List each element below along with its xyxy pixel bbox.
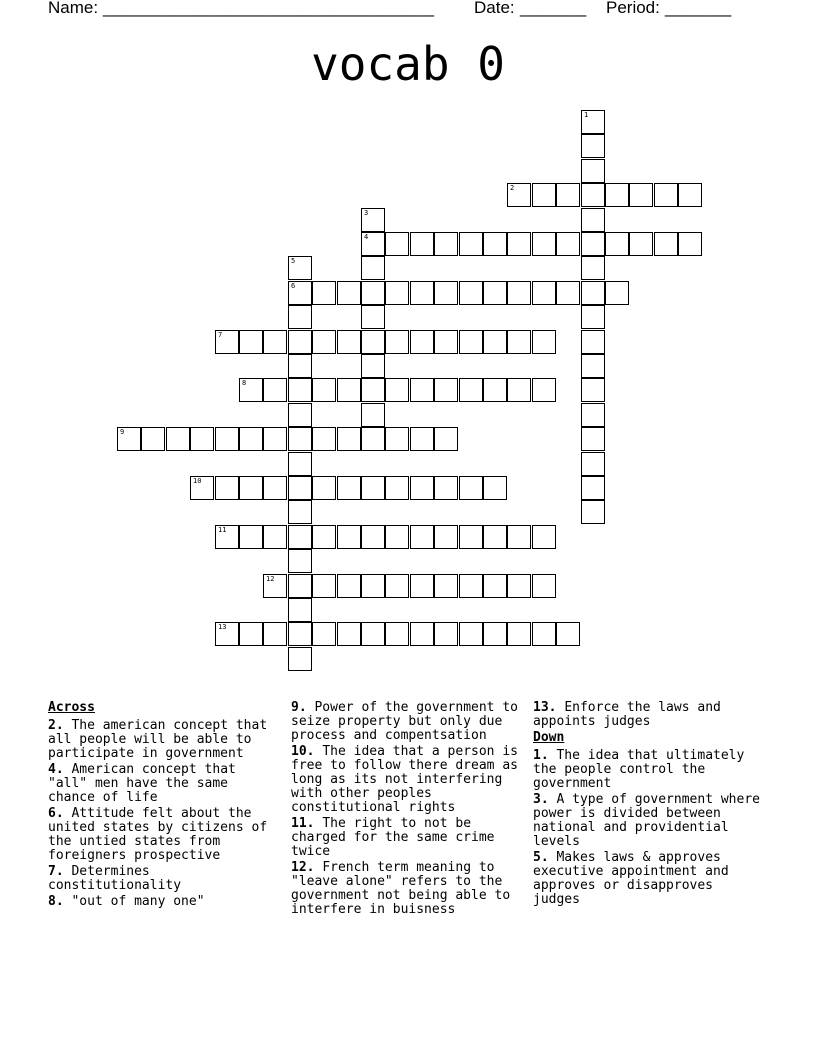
crossword-cell[interactable] bbox=[288, 525, 312, 549]
crossword-cell[interactable] bbox=[361, 305, 385, 329]
crossword-cell[interactable] bbox=[288, 549, 312, 573]
crossword-cell[interactable] bbox=[434, 574, 458, 598]
crossword-cell[interactable] bbox=[581, 232, 605, 256]
crossword-cell[interactable] bbox=[507, 378, 531, 402]
crossword-cell[interactable] bbox=[507, 232, 531, 256]
crossword-cell[interactable] bbox=[459, 574, 483, 598]
crossword-cell[interactable] bbox=[532, 232, 556, 256]
crossword-cell[interactable] bbox=[361, 281, 385, 305]
crossword-cell[interactable] bbox=[581, 256, 605, 280]
crossword-cell[interactable] bbox=[507, 574, 531, 598]
cell-number: 9 bbox=[120, 428, 125, 436]
crossword-cell[interactable] bbox=[678, 232, 702, 256]
crossword-cell[interactable] bbox=[239, 622, 263, 646]
crossword-cell[interactable] bbox=[288, 647, 312, 671]
crossword-cell[interactable] bbox=[507, 183, 531, 207]
clue-across-9: 9. Power of the government to seize property but only due process and compentsation bbox=[291, 700, 518, 743]
date-label: Date: bbox=[474, 0, 515, 17]
clue-across-7: 7. Determines constitutionality bbox=[48, 864, 182, 893]
crossword-cell[interactable] bbox=[581, 208, 605, 232]
period-line: _______ bbox=[665, 0, 732, 17]
crossword-cell[interactable] bbox=[581, 378, 605, 402]
crossword-cell[interactable] bbox=[605, 183, 629, 207]
crossword-cell[interactable] bbox=[288, 330, 312, 354]
crossword-cell[interactable] bbox=[337, 378, 361, 402]
name-line: ___________________________________ bbox=[103, 0, 434, 17]
crossword-cell[interactable] bbox=[434, 378, 458, 402]
crossword-cell[interactable] bbox=[605, 232, 629, 256]
clue-across-10: 10. The idea that a person is free to follow there dream as long as its not interfering with other peoples constitutional rights bbox=[291, 744, 518, 815]
crossword-cell[interactable] bbox=[288, 281, 312, 305]
crossword-cell[interactable] bbox=[459, 378, 483, 402]
crossword-cell[interactable] bbox=[337, 476, 361, 500]
crossword-cell[interactable] bbox=[361, 378, 385, 402]
crossword-cell[interactable] bbox=[410, 622, 434, 646]
crossword-cell[interactable] bbox=[434, 476, 458, 500]
crossword-cell[interactable] bbox=[263, 427, 287, 451]
clue-down-1: 1. The idea that ultimately the people control the government bbox=[533, 748, 745, 791]
cell-number: 3 bbox=[364, 209, 369, 217]
clue-across-6: 6. Attitude felt about the united states by citizens of the untied states from foreigners prospective bbox=[48, 806, 268, 863]
crossword-cell[interactable] bbox=[337, 281, 361, 305]
cell-number: 13 bbox=[218, 623, 227, 631]
crossword-cell[interactable] bbox=[288, 256, 312, 280]
crossword-cell[interactable] bbox=[532, 183, 556, 207]
crossword-cell[interactable] bbox=[288, 574, 312, 598]
cell-number: 11 bbox=[218, 526, 227, 534]
crossword-cell[interactable] bbox=[483, 378, 507, 402]
crossword-cell[interactable] bbox=[288, 403, 312, 427]
crossword-cell[interactable] bbox=[483, 622, 507, 646]
cell-number: 7 bbox=[218, 331, 223, 339]
crossword-cell[interactable] bbox=[337, 574, 361, 598]
crossword-cell[interactable] bbox=[605, 281, 629, 305]
crossword-cell[interactable] bbox=[239, 330, 263, 354]
crossword-cell[interactable] bbox=[215, 427, 239, 451]
crossword-cell[interactable] bbox=[532, 281, 556, 305]
crossword-cell[interactable] bbox=[312, 330, 336, 354]
crossword-cell[interactable] bbox=[361, 403, 385, 427]
crossword-cell[interactable] bbox=[581, 354, 605, 378]
crossword-cell[interactable] bbox=[434, 622, 458, 646]
crossword-cell[interactable] bbox=[361, 330, 385, 354]
crossword-cell[interactable] bbox=[459, 232, 483, 256]
crossword-cell[interactable] bbox=[385, 281, 409, 305]
crossword-cell[interactable] bbox=[581, 305, 605, 329]
crossword-cell[interactable] bbox=[288, 354, 312, 378]
crossword-cell[interactable] bbox=[678, 183, 702, 207]
crossword-cell[interactable] bbox=[410, 476, 434, 500]
crossword-cell[interactable] bbox=[361, 232, 385, 256]
date-line: _______ bbox=[520, 0, 587, 17]
crossword-cell[interactable] bbox=[385, 525, 409, 549]
crossword-cell[interactable] bbox=[312, 574, 336, 598]
crossword-cell[interactable] bbox=[434, 427, 458, 451]
crossword-cell[interactable] bbox=[507, 622, 531, 646]
crossword-cell[interactable] bbox=[532, 330, 556, 354]
crossword-cell[interactable] bbox=[410, 427, 434, 451]
crossword-cell[interactable] bbox=[556, 281, 580, 305]
crossword-cell[interactable] bbox=[459, 622, 483, 646]
crossword-cell[interactable] bbox=[263, 622, 287, 646]
crossword-cell[interactable] bbox=[629, 183, 653, 207]
crossword-cell[interactable] bbox=[410, 330, 434, 354]
crossword-cell[interactable] bbox=[532, 574, 556, 598]
cell-number: 10 bbox=[193, 477, 202, 485]
cell-number: 8 bbox=[242, 379, 247, 387]
cell-number: 5 bbox=[291, 257, 296, 265]
crossword-cell[interactable] bbox=[263, 378, 287, 402]
crossword-cell[interactable] bbox=[507, 330, 531, 354]
crossword-cell[interactable] bbox=[459, 281, 483, 305]
crossword-cell[interactable] bbox=[385, 330, 409, 354]
crossword-cell[interactable] bbox=[459, 476, 483, 500]
crossword-cell[interactable] bbox=[483, 525, 507, 549]
crossword-cell[interactable] bbox=[581, 427, 605, 451]
crossword-cell[interactable] bbox=[263, 476, 287, 500]
crossword-cell[interactable] bbox=[361, 525, 385, 549]
crossword-cell[interactable] bbox=[166, 427, 190, 451]
clue-across-4: 4. American concept that "all" men have the same chance of life bbox=[48, 762, 236, 805]
crossword-cell[interactable] bbox=[312, 427, 336, 451]
clue-down-5: 5. Makes laws & approves executive appointment and approves or disapproves judges bbox=[533, 850, 729, 907]
crossword-cell[interactable] bbox=[410, 574, 434, 598]
crossword-cell[interactable] bbox=[410, 232, 434, 256]
crossword-cell[interactable] bbox=[581, 183, 605, 207]
crossword-cell[interactable] bbox=[361, 354, 385, 378]
cell-number: 6 bbox=[291, 282, 296, 290]
down-heading: Down bbox=[533, 730, 565, 745]
crossword-cell[interactable] bbox=[361, 427, 385, 451]
crossword-cell[interactable] bbox=[215, 622, 239, 646]
crossword-cell[interactable] bbox=[361, 476, 385, 500]
crossword-cell[interactable] bbox=[215, 525, 239, 549]
crossword-cell[interactable] bbox=[312, 622, 336, 646]
crossword-cell[interactable] bbox=[654, 183, 678, 207]
crossword-cell[interactable] bbox=[532, 525, 556, 549]
crossword-cell[interactable] bbox=[141, 427, 165, 451]
crossword-cell[interactable] bbox=[239, 525, 263, 549]
clue-across-12: 12. French term meaning to "leave alone" refers to the government not being able to interfere in buisness bbox=[291, 860, 511, 917]
crossword-cell[interactable] bbox=[434, 330, 458, 354]
crossword-cell[interactable] bbox=[263, 330, 287, 354]
crossword-cell[interactable] bbox=[483, 476, 507, 500]
cell-number: 1 bbox=[584, 111, 589, 119]
cell-number: 2 bbox=[510, 184, 515, 192]
crossword-cell[interactable] bbox=[337, 427, 361, 451]
crossword-cell[interactable] bbox=[361, 574, 385, 598]
crossword-cell[interactable] bbox=[239, 476, 263, 500]
crossword-cell[interactable] bbox=[312, 525, 336, 549]
crossword-cell[interactable] bbox=[385, 427, 409, 451]
crossword-cell[interactable] bbox=[288, 305, 312, 329]
crossword-cell[interactable] bbox=[459, 525, 483, 549]
crossword-cell[interactable] bbox=[117, 427, 141, 451]
crossword-cell[interactable] bbox=[581, 452, 605, 476]
crossword-cell[interactable] bbox=[532, 378, 556, 402]
crossword-cell[interactable] bbox=[312, 476, 336, 500]
crossword-cell[interactable] bbox=[410, 525, 434, 549]
crossword-cell[interactable] bbox=[288, 378, 312, 402]
crossword-cell[interactable] bbox=[288, 476, 312, 500]
clue-across-8: 8. "out of many one" bbox=[48, 894, 205, 909]
crossword-cell[interactable] bbox=[263, 574, 287, 598]
crossword-cell[interactable] bbox=[385, 476, 409, 500]
crossword-cell[interactable] bbox=[581, 159, 605, 183]
clue-across-13: 13. Enforce the laws and appoints judges bbox=[533, 700, 721, 729]
crossword-cell[interactable] bbox=[581, 330, 605, 354]
crossword-cell[interactable] bbox=[507, 281, 531, 305]
crossword-cell[interactable] bbox=[629, 232, 653, 256]
crossword-cell[interactable] bbox=[434, 281, 458, 305]
crossword-cell[interactable] bbox=[581, 403, 605, 427]
crossword-cell[interactable] bbox=[215, 330, 239, 354]
crossword-cell[interactable] bbox=[410, 378, 434, 402]
crossword-cell[interactable] bbox=[288, 427, 312, 451]
crossword-cell[interactable] bbox=[385, 378, 409, 402]
clue-across-11: 11. The right to not be charged for the same crime twice bbox=[291, 816, 495, 859]
crossword-cell[interactable] bbox=[483, 232, 507, 256]
crossword-cell[interactable] bbox=[361, 208, 385, 232]
crossword-cell[interactable] bbox=[337, 330, 361, 354]
crossword-cell[interactable] bbox=[434, 232, 458, 256]
crossword-cell[interactable] bbox=[312, 378, 336, 402]
clue-across-2: 2. The american concept that all people will be able to participate in government bbox=[48, 718, 268, 761]
cell-number: 4 bbox=[364, 233, 369, 241]
crossword-cell[interactable] bbox=[385, 622, 409, 646]
crossword-cell[interactable] bbox=[581, 500, 605, 524]
crossword-cell[interactable] bbox=[215, 476, 239, 500]
crossword-cell[interactable] bbox=[410, 281, 434, 305]
name-label: Name: bbox=[48, 0, 99, 17]
crossword-cell[interactable] bbox=[556, 183, 580, 207]
crossword-cell[interactable] bbox=[263, 525, 287, 549]
crossword-cell[interactable] bbox=[556, 622, 580, 646]
crossword-cell[interactable] bbox=[288, 598, 312, 622]
crossword-cell[interactable] bbox=[385, 232, 409, 256]
crossword-cell[interactable] bbox=[581, 110, 605, 134]
crossword-cell[interactable] bbox=[361, 622, 385, 646]
crossword-cell[interactable] bbox=[581, 134, 605, 158]
crossword-cell[interactable] bbox=[190, 476, 214, 500]
crossword-cell[interactable] bbox=[288, 622, 312, 646]
crossword-cell[interactable] bbox=[507, 525, 531, 549]
clue-down-3: 3. A type of government where power is divided between national and providential levels bbox=[533, 792, 760, 849]
crossword-cell[interactable] bbox=[288, 500, 312, 524]
crossword-cell[interactable] bbox=[385, 574, 409, 598]
crossword-cell[interactable] bbox=[483, 574, 507, 598]
clues-column-2 bbox=[291, 701, 527, 919]
crossword-cell[interactable] bbox=[239, 427, 263, 451]
crossword-cell[interactable] bbox=[239, 378, 263, 402]
crossword-cell[interactable] bbox=[434, 525, 458, 549]
crossword-cell[interactable] bbox=[459, 330, 483, 354]
crossword-cell[interactable] bbox=[483, 330, 507, 354]
crossword-cell[interactable] bbox=[312, 281, 336, 305]
crossword-cell[interactable] bbox=[532, 622, 556, 646]
crossword-cell[interactable] bbox=[581, 476, 605, 500]
period-label: Period: bbox=[606, 0, 660, 17]
crossword-cell[interactable] bbox=[483, 281, 507, 305]
crossword-cell[interactable] bbox=[337, 525, 361, 549]
clues-column-1 bbox=[48, 701, 280, 911]
crossword-cell[interactable] bbox=[288, 452, 312, 476]
crossword-cell[interactable] bbox=[337, 622, 361, 646]
across-heading: Across bbox=[48, 700, 95, 715]
clues-column-3 bbox=[533, 701, 763, 909]
crossword-cell[interactable] bbox=[190, 427, 214, 451]
crossword-cell[interactable] bbox=[654, 232, 678, 256]
crossword-cell[interactable] bbox=[581, 281, 605, 305]
crossword-cell[interactable] bbox=[361, 256, 385, 280]
page-title: vocab 0 bbox=[311, 37, 505, 91]
crossword-cell[interactable] bbox=[556, 232, 580, 256]
cell-number: 12 bbox=[266, 575, 275, 583]
